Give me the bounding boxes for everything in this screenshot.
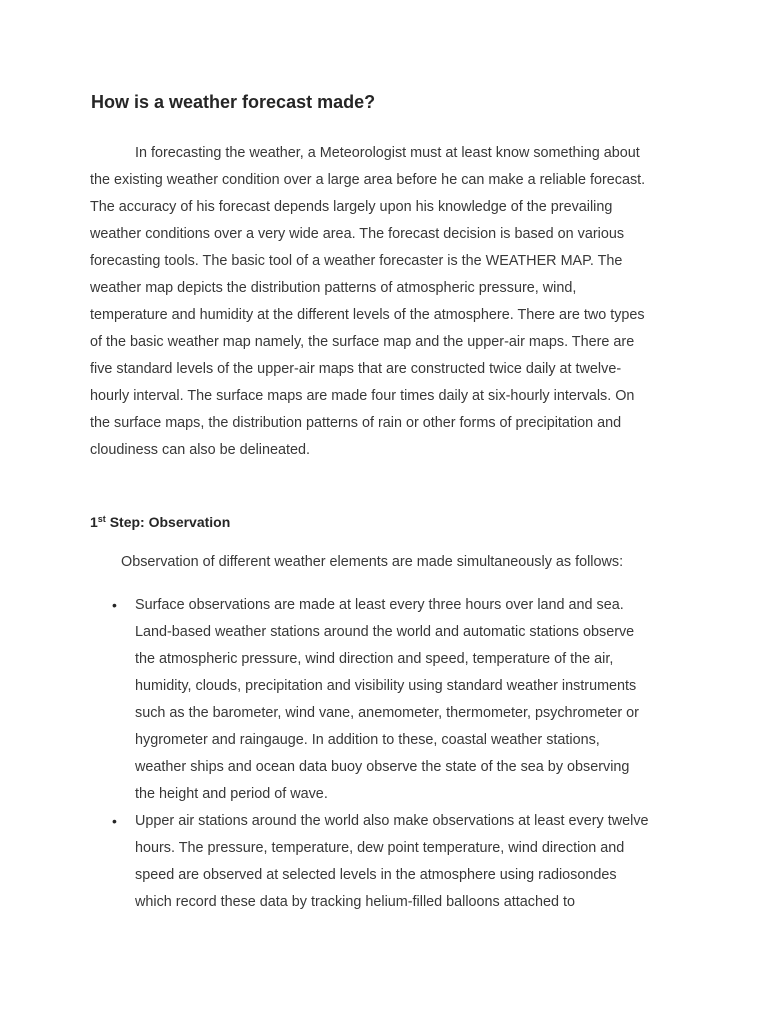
list-item-text: Surface observations are made at least every three hours over land and sea. Land-based weather stations around the world and automatic stations observe the atmospheric pressure, wind direction and speed, temperature of the air, humidity, clouds, precipitation and visibility using standard weather instruments such as the barometer, wind vane, anemometer, thermometer, psychrometer or hygrometer and raingauge. In addition to these, coastal weather stations, weather ships and ocean data buoy observe the state of the sea by observing the height and period of wave.: [135, 597, 639, 802]
step-label: Step: Observation: [105, 514, 231, 530]
step-number: 1: [90, 514, 98, 530]
bullet-icon: •: [112, 813, 117, 829]
page-title: How is a weather forecast made?: [91, 92, 376, 112]
observation-intro: Observation of different weather elements are made simultaneously as follows:: [121, 554, 624, 570]
step-ordinal-suffix: st: [97, 514, 106, 524]
list-item: [90, 808, 690, 916]
list-item-text: Upper air stations around the world also make observations at least every twelve hours. The pressure, temperature, dew point temperature, wind direction and speed are observed at selected levels in the atmosphere using radiosondes which record these data by tracking helium-filled balloons attached to: [135, 813, 649, 910]
list-item: [90, 592, 690, 808]
step-heading: [90, 514, 230, 530]
observation-list: [90, 592, 690, 916]
intro-paragraph: In forecasting the weather, a Meteorologist must at least know something about the existing weather condition over a large area before he can make a reliable forecast. The accuracy of his forecast depends largely upon his knowledge of the prevailing weather conditions over a very wide area. The forecast decision is based on various forecasting tools. The basic tool of a weather forecaster is the WEATHER MAP. The weather map depicts the distribution patterns of atmospheric pressure, wind, temperature and humidity at the different levels of the atmosphere. There are two types of the basic weather map namely, the surface map and the upper-air maps. There are five standard levels of the upper-air maps that are constructed twice daily at twelve- hourly interval. The surface maps are made four times daily at six-hourly intervals. On the surface maps, the distribution patterns of rain or other forms of precipitation and cloudiness can also be delineated.: [90, 145, 646, 458]
bullet-icon: •: [112, 597, 117, 613]
